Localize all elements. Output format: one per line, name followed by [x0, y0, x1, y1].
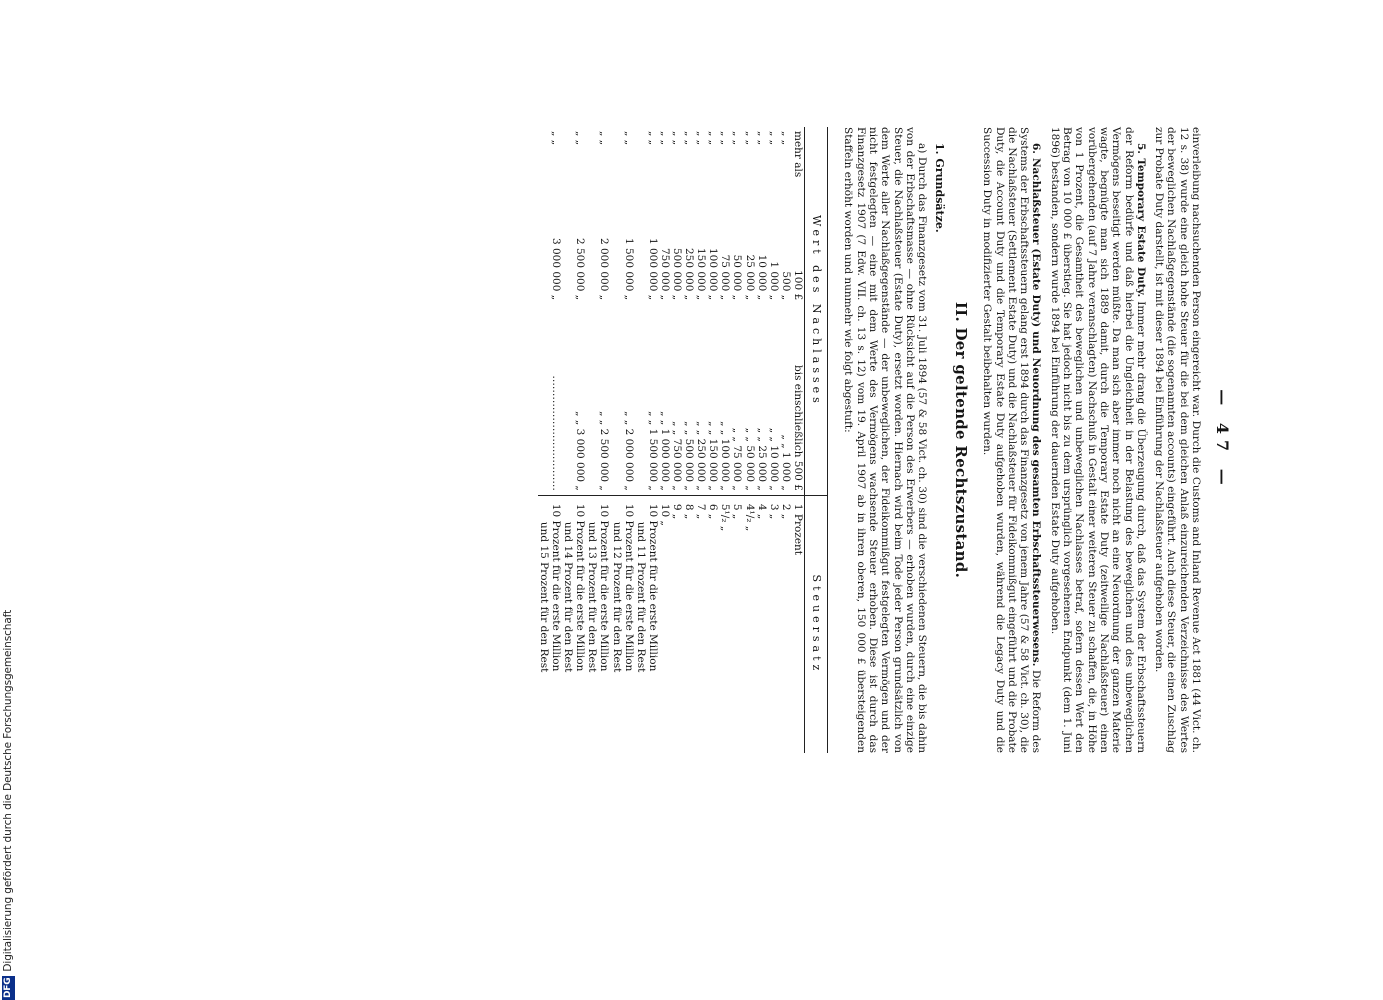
digitization-credit	[0, 606, 16, 1000]
value-from: 250 000 „	[683, 247, 696, 301]
rate-value: 10 Prozent für die erste Million	[646, 503, 659, 672]
column-header-rate: Steuersatz	[804, 495, 827, 753]
rate-value: 10 Prozent für die erste Million	[574, 503, 587, 672]
value-to: „ „ 2 000 000 „	[622, 411, 635, 491]
rate-value: 8 „	[683, 503, 696, 520]
value-from: 50 000 „	[731, 254, 744, 301]
value-from: 100 000 „	[707, 247, 720, 301]
value-prefix: mehr als	[791, 131, 804, 178]
table-row	[719, 127, 731, 753]
value-to: bis einschließlich 500 £	[791, 364, 804, 491]
rate-cell	[719, 495, 731, 753]
value-prefix: „ „	[743, 131, 756, 146]
dfg-logo: DFG	[2, 977, 13, 998]
rate-value: 5¹/₂ „	[719, 503, 732, 532]
value-from: 3 000 000 „	[550, 237, 563, 301]
value-prefix: „ „	[671, 131, 684, 146]
value-from: 500 000 „	[671, 247, 684, 301]
value-to: „ „ 3 000 000 „	[574, 411, 587, 491]
scanned-page	[130, 115, 1230, 765]
rate-cell	[610, 495, 634, 753]
rate-cell	[538, 495, 562, 753]
tax-rate-table	[538, 127, 828, 753]
table-row	[695, 127, 707, 753]
value-from: 25 000 „	[743, 254, 756, 301]
table-row	[635, 127, 659, 753]
rate-cell	[756, 495, 768, 753]
column-header-value: Wert des Nachlasses	[804, 127, 827, 495]
rate-value-continued: und 14 Prozent für den Rest	[562, 521, 575, 673]
table-row	[707, 127, 719, 753]
table-row	[792, 127, 805, 753]
value-from: 750 000 „	[658, 247, 671, 301]
rate-cell	[792, 495, 805, 753]
value-to: „ „ 1 000 „	[779, 434, 792, 491]
intro-paragraph-3	[981, 127, 1042, 753]
rate-cell	[683, 495, 695, 753]
scanned-page-frame	[130, 115, 1230, 765]
rate-value-continued: und 11 Prozent für den Rest	[634, 521, 647, 673]
value-to: „ „ 100 000 „	[719, 421, 732, 491]
rate-value: 4¹/₂ „	[743, 503, 756, 532]
rate-value-continued: und 13 Prozent für den Rest	[586, 521, 599, 673]
rate-cell	[744, 495, 756, 753]
rate-value: 4 „	[755, 503, 768, 520]
estate-duty-heading: 6. Nachlaßsteuer (Estate Duty) und Neuordnung des gesamten Erbschaftssteuerwesens.	[1030, 143, 1043, 667]
rate-value: 9 „	[671, 503, 684, 520]
rate-value: 10 „	[658, 503, 671, 526]
value-prefix: „ „	[731, 131, 744, 146]
temporary-estate-duty-heading: 5. Temporary Estate Duty.	[1134, 143, 1147, 298]
value-to: „ „ 500 000 „	[683, 421, 696, 491]
value-prefix: „ „	[598, 131, 611, 146]
table-row	[610, 127, 634, 753]
value-prefix: „ „	[719, 131, 732, 146]
value-from: 100 £	[791, 270, 804, 301]
rate-value-continued: und 12 Prozent für den Rest	[610, 521, 623, 673]
value-from: 1 500 000 „	[622, 237, 635, 301]
rate-value-continued: und 15 Prozent für den Rest	[538, 521, 550, 673]
value-to: „ „ 150 000 „	[707, 421, 720, 491]
intro-paragraph-2	[1048, 127, 1146, 753]
value-to: „ „ 1 500 000 „	[646, 411, 659, 491]
value-from: 150 000 „	[695, 247, 708, 301]
table-row	[562, 127, 586, 753]
value-prefix: „ „	[755, 131, 768, 146]
table-row	[671, 127, 683, 753]
value-prefix: „ „	[695, 131, 708, 146]
table-row	[768, 127, 780, 753]
section-title: II. Der geltende Rechtszustand.	[951, 301, 970, 579]
rate-cell	[635, 495, 659, 753]
table-row	[683, 127, 695, 753]
value-from: 500 „	[779, 271, 792, 301]
rate-cell	[731, 495, 743, 753]
tax-rate-table-wrap	[538, 127, 828, 753]
value-prefix: „ „	[779, 131, 792, 146]
rate-cell	[768, 495, 780, 753]
rate-cell	[671, 495, 683, 753]
rate-cell	[659, 495, 671, 753]
table-row	[586, 127, 610, 753]
rate-cell	[695, 495, 707, 753]
rate-value: 1 Prozent	[791, 503, 804, 556]
rate-value: 2 „	[779, 503, 792, 520]
value-to: ……………………………	[550, 375, 563, 491]
rate-value: 7 „	[695, 503, 708, 520]
page-number: — 47 —	[1213, 389, 1232, 491]
value-to: „ „ 25 000 „	[755, 427, 768, 491]
rate-cell	[562, 495, 586, 753]
estate-duty-text: Die Reform des Systems der Erbschaftssteuern gelang erst 1894 durch das Finanzgesetz von jenem Jahre (57 & 58 Vict. ch. 30), die die Nachlaßsteuer (Settlement Estate Duty) und die Nachlaßsteuer für Fideikommißgut eingeführt und die Probate Duty, die Account Duty und die Temporary Estate Duty aufgehoben wurden, während die Legacy Duty und die Succession Duty in modifizierter Gestalt beibehalten wurden.	[981, 127, 1043, 753]
temporary-estate-duty-text: Immer mehr drang die Überzeugung durch, daß das System der Erbschaftssteuern der Reform bedürfe und daß hierbei die Ungleichheit in der Belastung des beweglichen und des unbeweglichen Vermögens beseitigt werden müßte. Da man sich aber immer noch nicht an eine Neuordnung der ganzen Materie wagte, begnügte man sich 1889 damit, durch die Temporary Estate Duty (zeitweilige Nachlaßsteuer) einen vorübergehenden (auf 7 Jahre veranschlagten) Nachschuß in Gestalt einer weiteren Steuer zu schaffen, die, in Höhe von 1 Prozent, die Gesamtheit des beweglichen und unbeweglichen Nachlasses betraf, sofern dessen Wert den Betrag von 10 000 £ überstieg. Sie hat jedoch nicht bis zu dem ursprünglich vorgesehenen Endpunkt (dem 1. Juni 1896) bestanden, sondern wurde 1894 bei Einführung der dauernden Estate Duty aufgehoben.	[1048, 127, 1147, 753]
value-prefix: „ „	[707, 131, 720, 146]
value-from: 1 000 000 „	[646, 237, 659, 301]
page-body	[538, 127, 1202, 753]
intro-paragraph-1: einverleibung nachsuchenden Person eingereicht war. Durch die Customs and Inland Revenue Act 1881 (44 Vict. ch. 12 s. 38) wurde eine gleich hohe Steuer für die bei dem gleichen Anlaß einzureichenden Verzeichnisse des Wertes der beweglichen Nachlaßgegenstände (die sogenannten accounts) eingeführt. Auch diese Steuer, die einen Zuschlag zur Probate Duty darstellt, ist mit dieser 1894 bei Einführung der Nachlaßsteuer aufgehoben worden.	[1153, 127, 1202, 753]
value-prefix: „ „	[622, 131, 635, 146]
section-subheading: 1. Grundsätze.	[932, 143, 946, 233]
value-to: „ „ 750 000 „	[671, 421, 684, 491]
value-prefix: „ „	[683, 131, 696, 146]
rate-value: 10 Prozent für die erste Million	[622, 503, 635, 672]
rate-cell	[780, 495, 792, 753]
value-to: „ „ 10 000 „	[767, 427, 780, 491]
rate-value: 10 Prozent für die erste Million	[598, 503, 611, 672]
value-to: „ „ 1 000 000 „	[658, 411, 671, 491]
rate-value: 3 „	[767, 503, 780, 520]
value-prefix: „ „	[767, 131, 780, 146]
value-from: 75 000 „	[719, 254, 732, 301]
value-prefix: „ „	[646, 131, 659, 146]
value-to: „ „ 250 000 „	[695, 421, 708, 491]
rate-value: 6 „	[707, 503, 720, 520]
table-row	[780, 127, 792, 753]
value-prefix: „ „	[658, 131, 671, 146]
rate-value: 10 Prozent für die erste Million	[550, 503, 563, 672]
table-row	[731, 127, 743, 753]
value-to: „ „ 2 500 000 „	[598, 411, 611, 491]
value-to: „ „ 75 000 „	[731, 427, 744, 491]
rate-cell	[707, 495, 719, 753]
value-from: 2 500 000 „	[574, 237, 587, 301]
rate-cell	[586, 495, 610, 753]
credit-text: Digitalisierung gefördert durch die Deutsche Forschungsgemeinschaft	[2, 609, 14, 972]
table-row	[659, 127, 671, 753]
rate-value: 5 „	[731, 503, 744, 520]
value-to: „ „ 50 000 „	[743, 427, 756, 491]
value-from: 2 000 000 „	[598, 237, 611, 301]
table-row	[538, 127, 562, 753]
table-row	[744, 127, 756, 753]
value-from: 1 000 „	[767, 261, 780, 301]
table-row	[756, 127, 768, 753]
value-prefix: „ „	[550, 131, 563, 146]
value-from: 10 000 „	[755, 254, 768, 301]
value-prefix: „ „	[574, 131, 587, 146]
section-paragraph-1: a) Durch das Finanzgesetz vom 31. Juli 1894 (57 & 58 Vict. ch. 30) sind die verschiedenen Steuern, die bis dahin von der Erbschaftsmasse — ohne Rücksicht auf die Person des Erwerbers — erhoben wurden, durch eine einzige Steuer, die Nachlaßsteuer (Estate Duty), ersetzt worden. Hiernach wird beim Tode jeder Person grundsätzlich von dem Werte aller Nachlaßgegenstände — der unbeweglichen, der Fideikommißgut festgelegten Vermögen und der nicht festgelegten — eine mit dem Werte des Vermögens wachsende Steuer erhoben. Diese ist durch das Finanzgesetz 1907 (7 Edw. VII. ch. 13 s. 12) vom 19. April 1907 ab in ihren oberen, 150 000 £ übersteigenden Staffeln erhöht worden und nunmehr wie folgt abgestuft:	[842, 127, 929, 753]
